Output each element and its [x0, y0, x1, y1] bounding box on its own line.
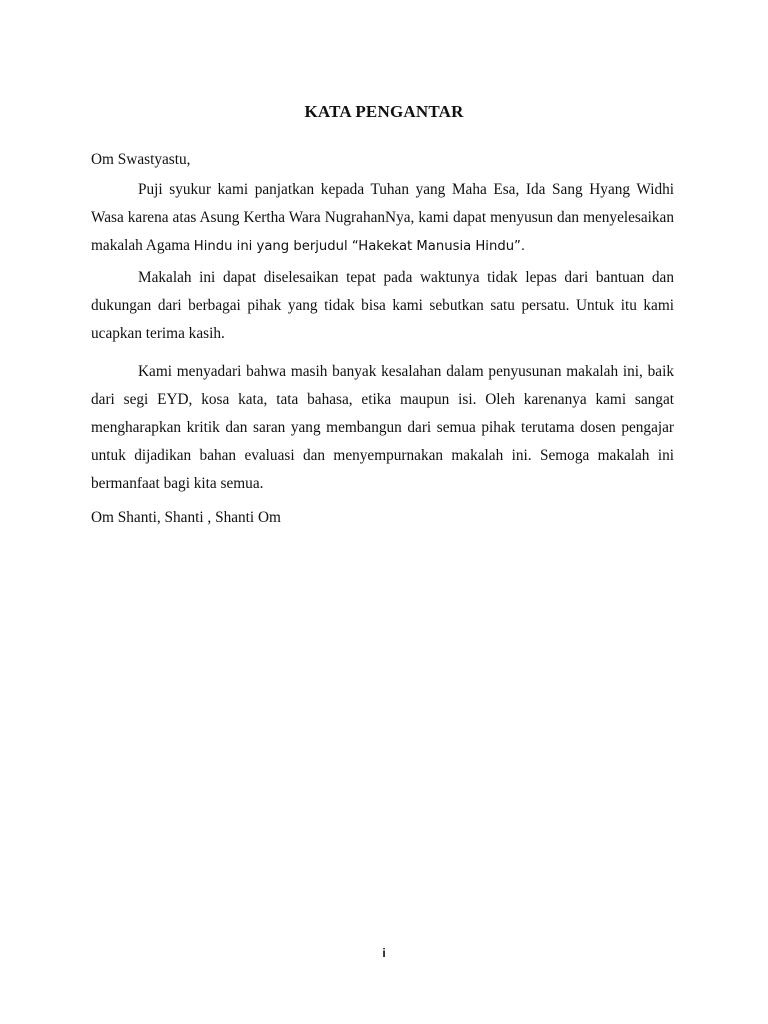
paragraph-2: Makalah ini dapat diselesaikan tepat pada waktunya tidak lepas dari bantuan dan dukungan dari berbagai pihak yang tidak bisa kami sebutkan satu persatu. Untuk itu kami ucapkan terima kasih.: [91, 269, 674, 342]
page-number: i: [382, 946, 386, 960]
closing-salutation: Om Shanti, Shanti , Shanti Om: [91, 509, 281, 526]
paragraph-3: Kami menyadari bahwa masih banyak kesalahan dalam penyusunan makalah ini, baik dari segi EYD, kosa kata, tata bahasa, etika maupun isi. Oleh karenanya kami sangat mengharapkan kritik dan saran yang membangun dari semua pihak terutama dosen pengajar untuk dijadikan bahan evaluasi dan menyempurnakan makalah ini. Semoga makalah ini bermanfaat bagi kita semua.: [91, 363, 674, 492]
paragraph-1-text: Puji syukur kami panjatkan kepada Tuhan yang Maha Esa, Ida Sang Hyang Widhi Wasa karena atas Asung Kertha Wara NugrahanNya, kami dapat menyusun dan menyelesaikan makalah Agama: [91, 181, 674, 254]
page-title: KATA PENGANTAR: [304, 102, 464, 121]
paragraph-1: [91, 176, 674, 261]
paragraph-1-sans-text: Hindu ini yang berjudul “Hakekat Manusia Hindu”.: [193, 239, 526, 254]
greeting: Om Swastyastu,: [91, 151, 191, 168]
